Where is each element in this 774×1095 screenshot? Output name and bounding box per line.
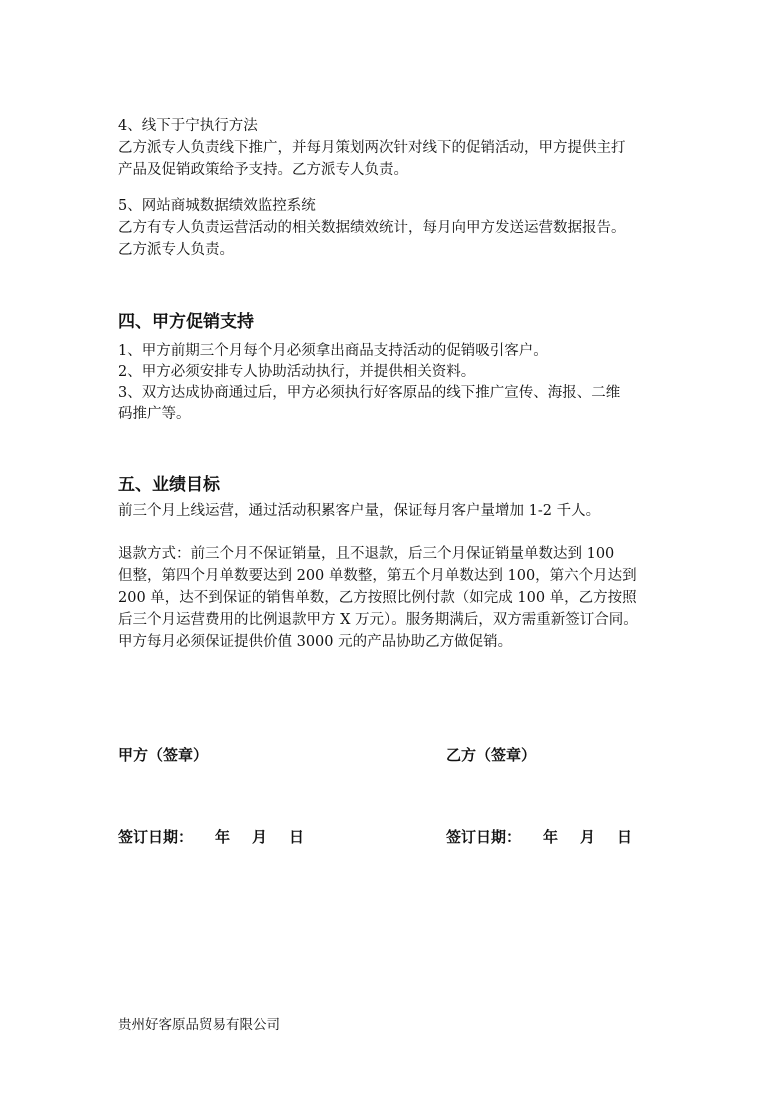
date-day-label: 日 bbox=[289, 828, 305, 846]
item4-text-line2: 产品及促销政策给予支持。乙方派专人负责。 bbox=[118, 162, 408, 178]
section5-refund-line1: 退款方式：前三个月不保证销量，且不退款，后三个月保证销量单数达到 100 bbox=[118, 546, 615, 562]
date-day-label: 日 bbox=[617, 828, 633, 846]
section4-line3a: 3、双方达成协商通过后，甲方必须执行好客原品的线下推广宣传、海报、二维 bbox=[118, 385, 621, 401]
item5-text-line2: 乙方派专人负责。 bbox=[118, 242, 234, 258]
section5-refund-line4: 后三个月运营费用的比例退款甲方 X 万元）。服务期满后，双方需重新签订合同。 bbox=[118, 612, 638, 628]
section5-heading: 五、业绩目标 bbox=[118, 475, 220, 495]
section5-refund-line3: 200 单，达不到保证的销售单数，乙方按照比例付款（如完成 100 单，乙方按照 bbox=[118, 590, 637, 606]
section5-goal: 前三个月上线运营，通过活动积累客户量，保证每月客户量增加 1-2 千人。 bbox=[118, 503, 601, 519]
signing-date-label: 签订日期： bbox=[446, 828, 522, 846]
party-a-signing-date bbox=[118, 826, 304, 847]
item5-text-line1: 乙方有专人负责运营活动的相关数据绩效统计，每月向甲方发送运营数据报告。 bbox=[118, 220, 626, 236]
party-b-seal-label: 乙方（签章） bbox=[446, 746, 537, 764]
date-month-label: 月 bbox=[252, 828, 268, 846]
signing-date-label: 签订日期： bbox=[118, 828, 194, 846]
section4-line1: 1、甲方前期三个月每个月必须拿出商品支持活动的促销吸引客户。 bbox=[118, 343, 548, 359]
footer-company-name: 贵州好客原品贸易有限公司 bbox=[118, 1017, 280, 1033]
item4-title: 4、线下于宁执行方法 bbox=[118, 118, 258, 134]
party-b-signing-date bbox=[446, 826, 632, 847]
party-a-seal-label: 甲方（签章） bbox=[118, 746, 209, 764]
item4-text-line1: 乙方派专人负责线下推广，并每月策划两次针对线下的促销活动，甲方提供主打 bbox=[118, 140, 626, 156]
section5-refund-line5: 甲方每月必须保证提供价值 3000 元的产品协助乙方做促销。 bbox=[118, 634, 513, 650]
date-year-label: 年 bbox=[215, 828, 231, 846]
section4-line2: 2、甲方必须安排专人协助活动执行，并提供相关资料。 bbox=[118, 364, 476, 380]
section4-line3b: 码推广等。 bbox=[118, 406, 191, 422]
date-year-label: 年 bbox=[543, 828, 559, 846]
section5-refund-line2: 但整，第四个月单数要达到 200 单数整，第五个月单数达到 100，第六个月达到 bbox=[118, 568, 637, 584]
item5-title: 5、网站商城数据绩效监控系统 bbox=[118, 198, 316, 214]
date-month-label: 月 bbox=[580, 828, 596, 846]
section4-heading: 四、甲方促销支持 bbox=[118, 312, 254, 332]
